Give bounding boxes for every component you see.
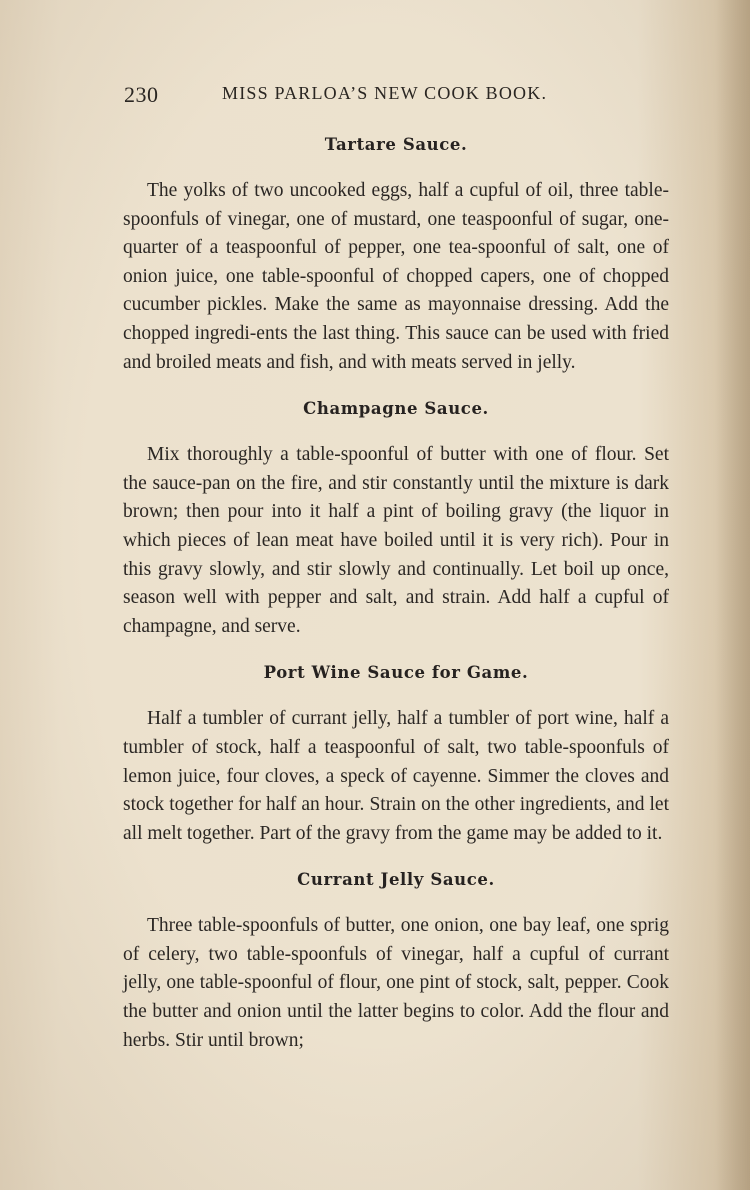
book-title: MISS PARLOA’S NEW COOK BOOK. bbox=[222, 83, 548, 103]
recipe-port-wine-sauce bbox=[123, 661, 669, 848]
recipe-title: Currant Jelly Sauce. bbox=[297, 870, 495, 890]
recipe-body: Half a tumbler of currant jelly, half a tumbler of port wine, half a tumbler of stock, half a teaspoonful of salt, two table-spoonfuls of lemon juice, four cloves, a speck of cayenne. Simmer the cloves and stock together for half an hour. Strain on the other ingredients, and let all melt together. Part of the gravy from the game may be added to it. bbox=[123, 708, 669, 844]
recipe-title: Tartare Sauce. bbox=[324, 135, 468, 154]
page-number: 230 bbox=[124, 82, 159, 107]
page-content bbox=[123, 133, 669, 1055]
recipe-champagne-sauce bbox=[123, 397, 669, 641]
recipe-body: The yolks of two uncooked eggs, half a cupful of oil, three table-spoonfuls of vinegar, one of mustard, one teaspoonful of sugar, one-quarter of a teaspoonful of pepper, one tea-spoonful of salt, one of onion juice, one table-spoonful of chopped capers, one of chopped cucumber pickles. Make the same as mayonnaise dressing. Add the chopped ingredi-ents the last thing. This sauce can be used with fried and broiled meats and fish, and with meats served in jelly. bbox=[123, 180, 669, 373]
recipe-title: Port Wine Sauce for Game. bbox=[263, 663, 529, 683]
recipe-tartare-sauce bbox=[123, 133, 669, 377]
recipe-body: Mix thoroughly a table-spoonful of butter with one of flour. Set the sauce-pan on the fire, and stir constantly until the mixture is dark brown; then pour into it half a pint of boiling gravy (the liquor in which pieces of lean meat have boiled until it is very rich). Pour in this gravy slowly, and stir slowly and continually. Let boil up once, season well with pepper and salt, and strain. Add half a cupful of champagne, and serve. bbox=[123, 444, 669, 637]
running-head bbox=[124, 82, 574, 112]
recipe-body: Three table-spoonfuls of butter, one onion, one bay leaf, one sprig of celery, two table-spoonfuls of vinegar, half a cupful of currant jelly, one table-spoonful of flour, one pint of stock, salt, pepper. Cook the butter and onion until the latter begins to color. Add the flour and herbs. Stir until brown; bbox=[123, 915, 669, 1051]
recipe-title: Champagne Sauce. bbox=[303, 399, 489, 419]
recipe-currant-jelly-sauce bbox=[123, 868, 669, 1055]
